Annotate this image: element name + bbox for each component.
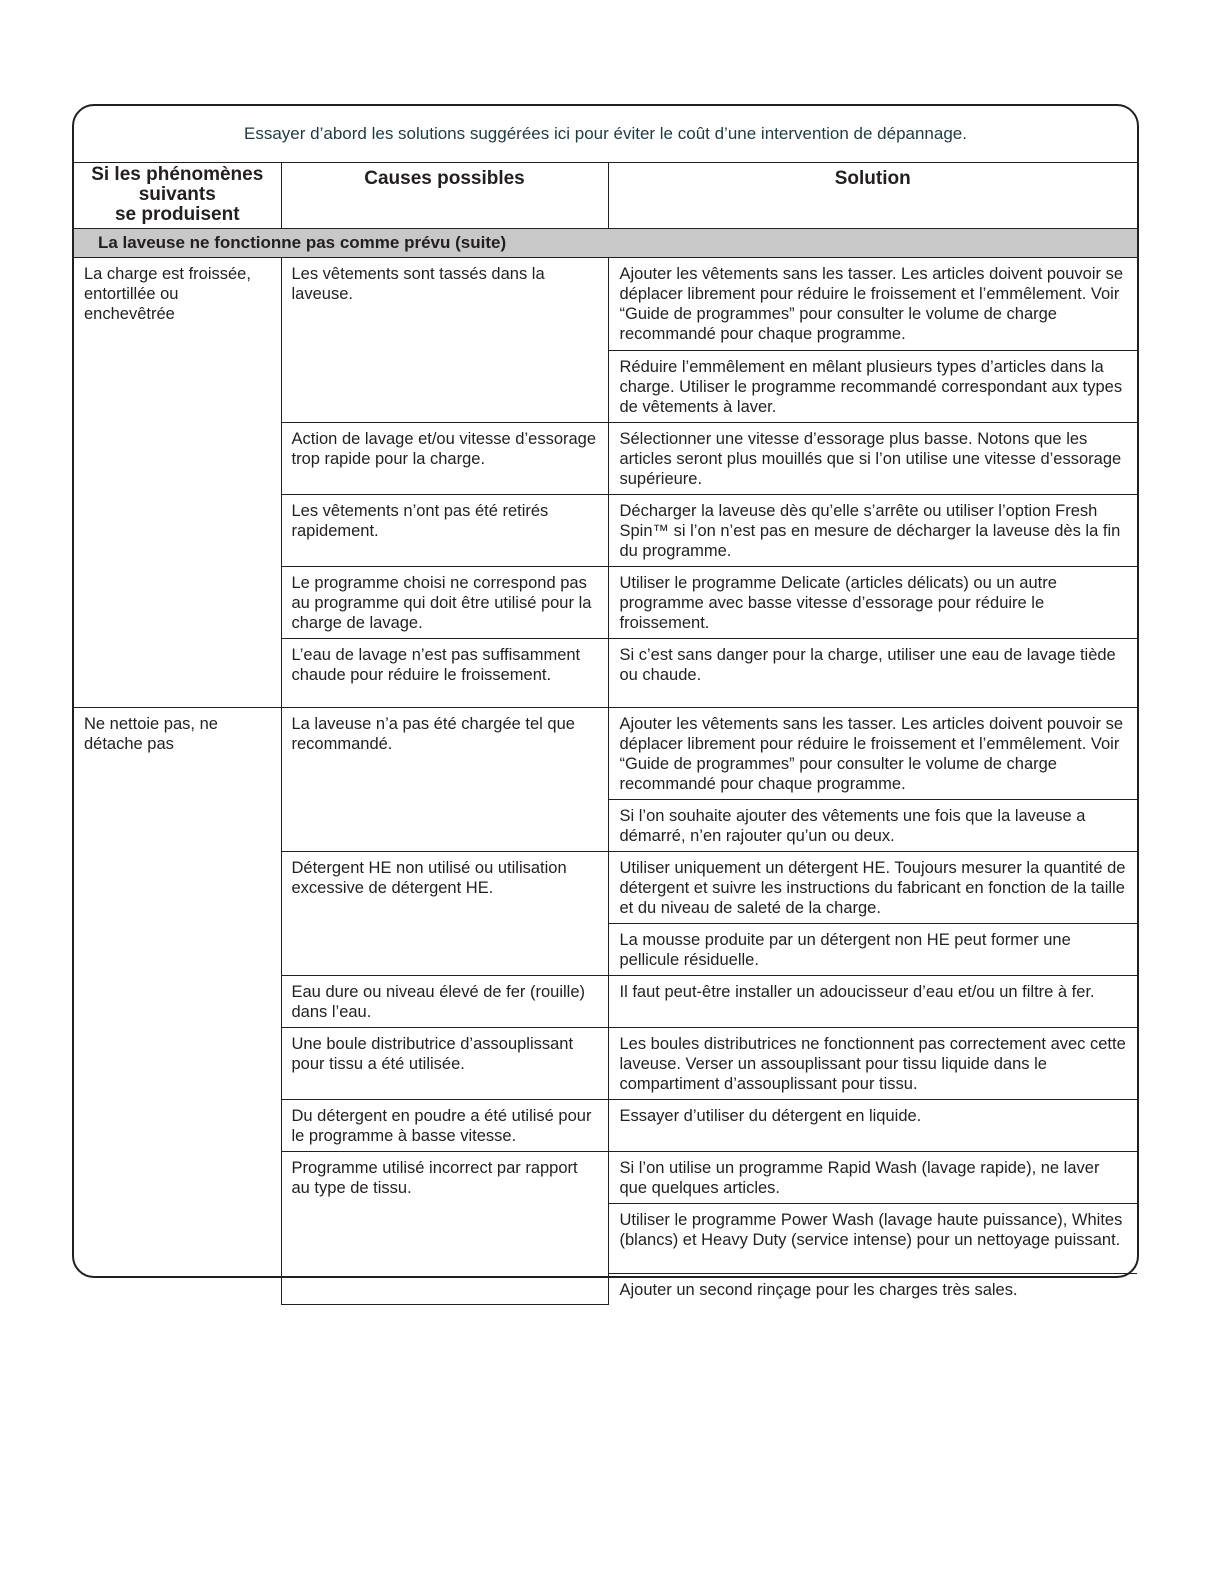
- symptom-cell: Ne nettoie pas, ne détache pas: [74, 707, 281, 1305]
- solution-cell: Décharger la laveuse dès qu’elle s’arrête ou utiliser l’option Fresh Spin™ si l’on n’est pas en mesure de décharger la laveuse dès la fin du programme.: [608, 494, 1137, 566]
- section-row: [74, 228, 1137, 257]
- table-row: [74, 257, 1137, 350]
- solution-cell: Essayer d’utiliser du détergent en liquide.: [608, 1099, 1137, 1151]
- troubleshooting-table: [74, 106, 1137, 1305]
- intro-row: [74, 106, 1137, 162]
- solution-cell: Ajouter un second rinçage pour les charges très sales.: [608, 1273, 1137, 1305]
- solution-cell: Il faut peut-être installer un adoucisseur d’eau et/ou un filtre à fer.: [608, 975, 1137, 1027]
- header-symptom: [74, 162, 281, 228]
- header-cause: Causes possibles: [281, 162, 608, 228]
- header-symptom-line: Si les phénomènes: [91, 163, 264, 185]
- solution-cell: Réduire l’emmêlement en mêlant plusieurs types d’articles dans la charge. Utiliser le programme recommandé correspondant aux types de vêtements à laver.: [608, 350, 1137, 422]
- header-symptom-line: suivants: [138, 183, 216, 205]
- solution-cell: Si l’on utilise un programme Rapid Wash (lavage rapide), ne laver que quelques articles.: [608, 1151, 1137, 1203]
- solution-cell: Si c’est sans danger pour la charge, utiliser une eau de lavage tiède ou chaude.: [608, 638, 1137, 707]
- cause-cell: Action de lavage et/ou vitesse d’essorage trop rapide pour la charge.: [281, 422, 608, 494]
- solution-cell: La mousse produite par un détergent non HE peut former une pellicule résiduelle.: [608, 923, 1137, 975]
- solution-cell: Utiliser le programme Power Wash (lavage haute puissance), Whites (blancs) et Heavy Duty (service intense) pour un nettoyage puissant.: [608, 1203, 1137, 1273]
- solution-cell: Utiliser le programme Delicate (articles délicats) ou un autre programme avec basse vitesse d’essorage pour réduire le froissement.: [608, 566, 1137, 638]
- solution-cell: Ajouter les vêtements sans les tasser. Les articles doivent pouvoir se déplacer librement pour réduire le froissement et l’emmêlement. Voir “Guide de programmes” pour consulter le volume de charge recommandé pour chaque programme.: [608, 707, 1137, 799]
- cause-cell: Programme utilisé incorrect par rapport au type de tissu.: [281, 1151, 608, 1305]
- intro-text: Essayer d’abord les solutions suggérées ici pour éviter le coût d’une intervention de dépannage.: [74, 106, 1137, 162]
- header-row: [74, 162, 1137, 228]
- cause-cell: L’eau de lavage n’est pas suffisamment chaude pour réduire le froissement.: [281, 638, 608, 707]
- solution-cell: Sélectionner une vitesse d’essorage plus basse. Notons que les articles seront plus mouillés que si l’on utilise une vitesse d’essorage supérieure.: [608, 422, 1137, 494]
- cause-cell: Une boule distributrice d’assouplissant pour tissu a été utilisée.: [281, 1027, 608, 1099]
- cause-cell: Les vêtements n’ont pas été retirés rapidement.: [281, 494, 608, 566]
- header-solution: Solution: [608, 162, 1137, 228]
- symptom-cell: La charge est froissée, entortillée ou enchevêtrée: [74, 257, 281, 707]
- cause-cell: Du détergent en poudre a été utilisé pour le programme à basse vitesse.: [281, 1099, 608, 1151]
- troubleshooting-frame: [72, 104, 1139, 1299]
- cause-cell: Détergent HE non utilisé ou utilisation excessive de détergent HE.: [281, 851, 608, 975]
- solution-cell: Ajouter les vêtements sans les tasser. Les articles doivent pouvoir se déplacer librement pour réduire le froissement et l’emmêlement. Voir “Guide de programmes” pour consulter le volume de charge recommandé pour chaque programme.: [608, 257, 1137, 350]
- header-symptom-line: se produisent: [114, 203, 240, 225]
- solution-cell: Les boules distributrices ne fonctionnent pas correctement avec cette laveuse. Verser un assouplissant pour tissu liquide dans le compartiment d’assouplissant pour tissu.: [608, 1027, 1137, 1099]
- cause-cell: Les vêtements sont tassés dans la laveuse.: [281, 257, 608, 422]
- cause-cell: Eau dure ou niveau élevé de fer (rouille) dans l’eau.: [281, 975, 608, 1027]
- cause-cell: Le programme choisi ne correspond pas au programme qui doit être utilisé pour la charge de lavage.: [281, 566, 608, 638]
- table-row: [74, 707, 1137, 799]
- solution-cell: Utiliser uniquement un détergent HE. Toujours mesurer la quantité de détergent et suivre les instructions du fabricant en fonction de la taille et du niveau de saleté de la charge.: [608, 851, 1137, 923]
- cause-cell: La laveuse n’a pas été chargée tel que recommandé.: [281, 707, 608, 851]
- solution-cell: Si l’on souhaite ajouter des vêtements une fois que la laveuse a démarré, n’en rajouter qu’un ou deux.: [608, 799, 1137, 851]
- section-title: La laveuse ne fonctionne pas comme prévu (suite): [74, 228, 1137, 257]
